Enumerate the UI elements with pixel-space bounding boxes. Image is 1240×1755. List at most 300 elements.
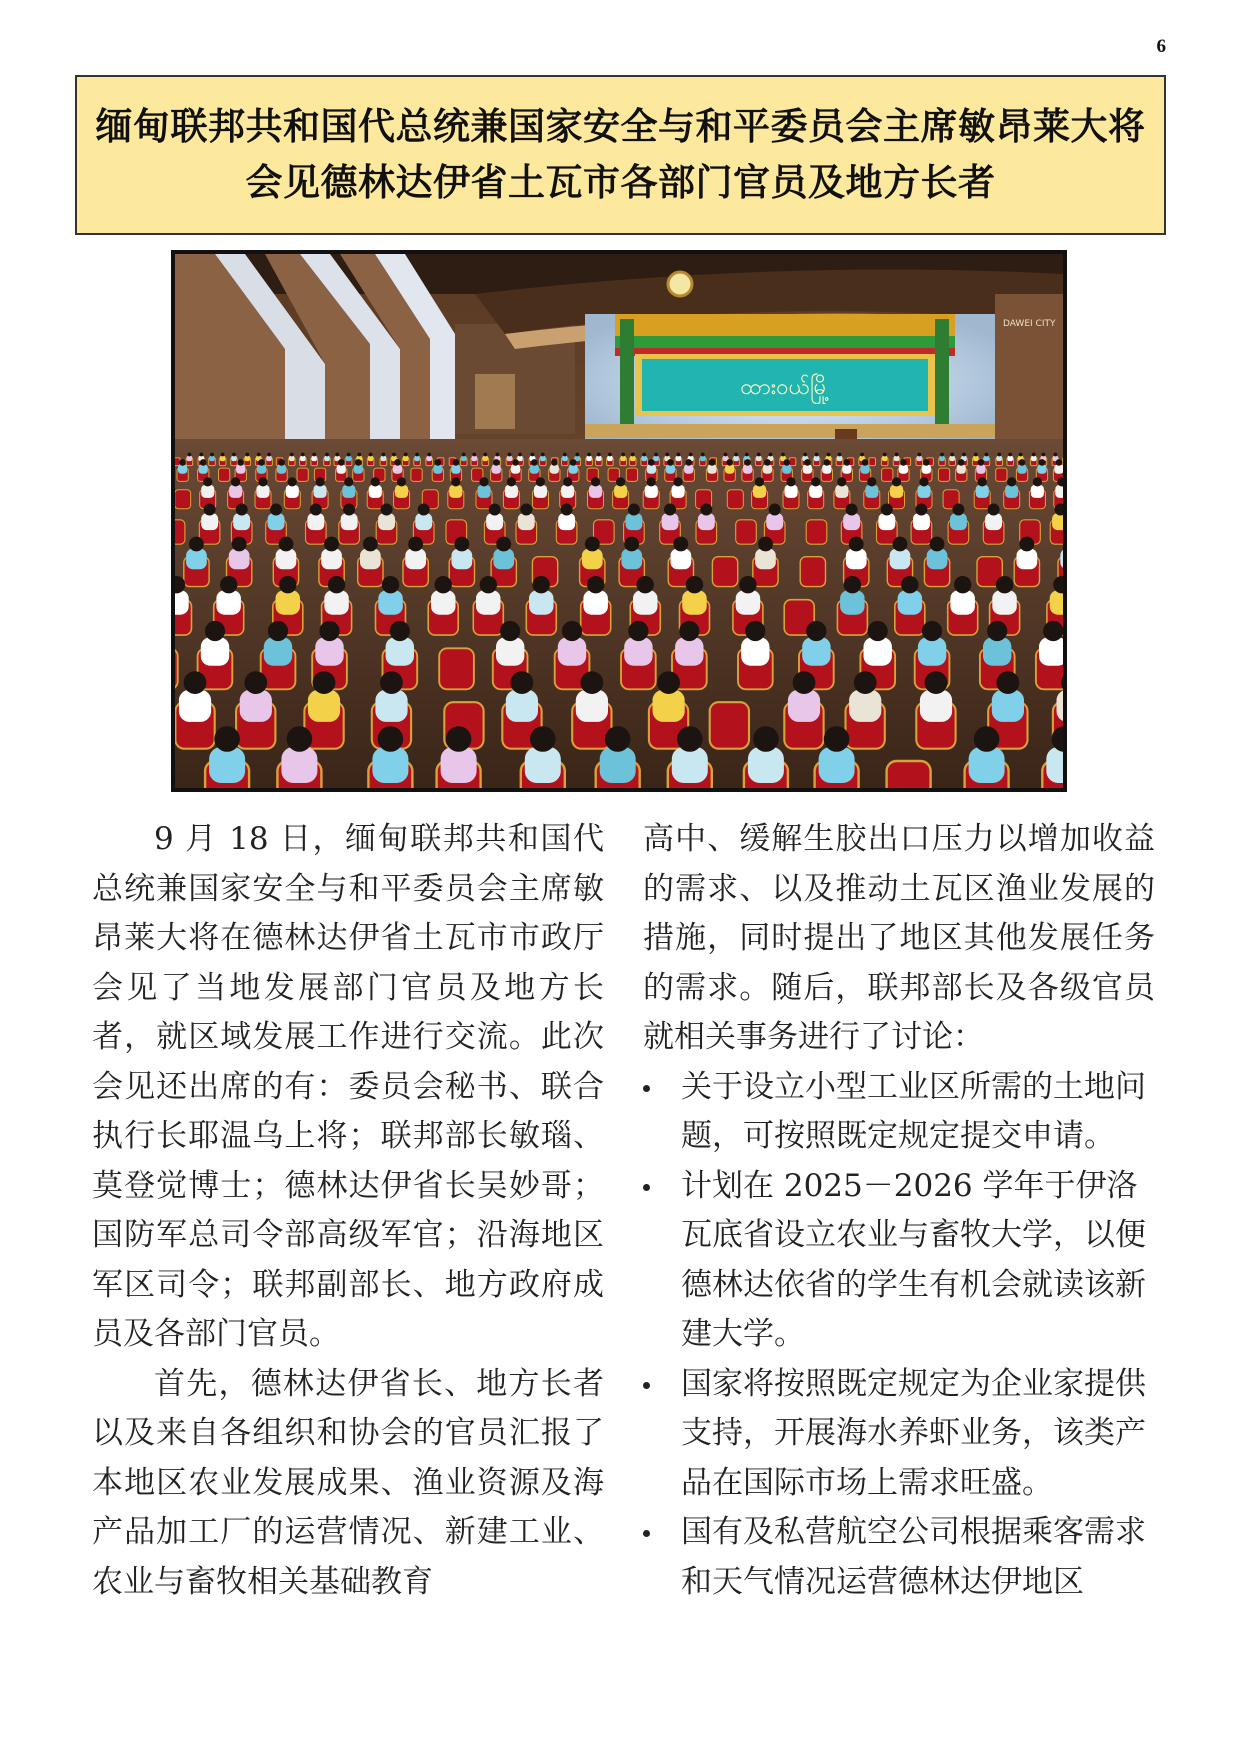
audience-chair	[800, 557, 825, 587]
audience-person-body	[483, 456, 488, 461]
audience-person-body	[743, 465, 752, 474]
audience-person-body	[672, 485, 685, 498]
audience-person-head	[1039, 459, 1046, 466]
audience-person-head	[585, 537, 600, 552]
audience-person-head	[290, 453, 294, 457]
audience-person-head	[347, 453, 351, 457]
audience-person-head	[815, 453, 819, 457]
audience-chair	[789, 458, 796, 466]
audience-person-body	[315, 637, 343, 665]
audience-person-head	[404, 453, 408, 457]
audience-person-head	[745, 621, 765, 641]
audience-person-head	[628, 621, 648, 641]
audience-person-head	[394, 459, 401, 466]
audience-person-body	[756, 456, 761, 461]
audience-person-body	[626, 513, 643, 530]
audience-person-head	[371, 477, 380, 486]
audience-person-head	[561, 504, 573, 516]
audience-person-head	[793, 671, 816, 694]
audience-person-body	[395, 485, 408, 498]
audience-person-head	[520, 504, 532, 516]
audience-person-body	[507, 456, 512, 461]
audience-person-head	[673, 537, 688, 552]
audience-person-body	[992, 690, 1024, 722]
audience-person-body	[354, 465, 363, 474]
audience-chair	[175, 458, 180, 466]
audience-person-head	[952, 504, 964, 516]
audience-person-head	[923, 459, 930, 466]
audience-person-head	[381, 504, 393, 516]
audience-person-head	[581, 671, 604, 694]
audience-person-body	[277, 465, 286, 474]
audience-person-body	[308, 690, 340, 722]
audience-person-head	[679, 621, 699, 641]
audience-person-head	[270, 504, 282, 516]
audience-person-body	[782, 465, 791, 474]
audience-person-body	[621, 456, 626, 461]
audience-person-head	[868, 621, 888, 641]
audience-person-head	[232, 453, 236, 457]
audience-person-body	[201, 513, 218, 530]
audience-person-head	[919, 477, 928, 486]
audience-person-head	[665, 453, 669, 457]
audience-chair	[736, 520, 757, 544]
audience-person-body	[586, 456, 591, 461]
audience-person-head	[288, 477, 297, 486]
audience-person-head	[369, 453, 373, 457]
audience-person-head	[199, 453, 203, 457]
audience-person-head	[570, 459, 577, 466]
audience-person-head	[806, 621, 826, 641]
audience-person-head	[881, 504, 893, 516]
audience-person-head	[608, 453, 612, 457]
audience-person-body	[199, 465, 208, 474]
headline-line-2: 会见德林达伊省土瓦市各部门官员及地方长者	[245, 161, 996, 204]
audience-person-body	[653, 456, 658, 461]
audience-person-head	[784, 459, 791, 466]
audience-person-body	[666, 465, 675, 474]
audience-person-head	[996, 576, 1013, 593]
audience-person-body	[496, 637, 524, 665]
audience-person-head	[378, 726, 404, 752]
audience-person-body	[337, 465, 346, 474]
audience-person-body	[589, 485, 602, 498]
audience-person-head	[917, 453, 921, 457]
audience-person-body	[596, 456, 601, 461]
audience-person-body	[766, 513, 783, 530]
audience-person-body	[346, 456, 351, 461]
audience-person-body	[997, 456, 1002, 461]
audience-person-body	[950, 590, 975, 615]
audience-person-body	[314, 485, 327, 498]
audience-person-head	[677, 453, 681, 457]
audience-person-head	[862, 459, 869, 466]
audience-person-body	[672, 747, 708, 783]
audience-person-body	[899, 465, 908, 474]
audience-person-body	[684, 465, 693, 474]
audience-person-body	[452, 549, 473, 570]
audience-person-body	[558, 637, 586, 665]
audience-person-body	[175, 590, 189, 615]
audience-person-body	[741, 637, 769, 665]
audience-person-head	[811, 477, 820, 486]
audience-person-head	[408, 537, 423, 552]
audience-person-body	[950, 456, 955, 461]
audience-person-body	[842, 465, 851, 474]
audience-person-head	[925, 671, 948, 694]
audience-person-body	[803, 465, 812, 474]
audience-person-body	[736, 590, 761, 615]
audience-person-body	[676, 456, 681, 461]
paragraph-2-start: 首先，德林达伊省长、地方长者以及来自各组织和协会的官员汇报了本地区农业发展成果、渔业资源及海产品加工厂的运营情况、新建工业、农业与畜牧相关基础教育	[92, 1365, 604, 1600]
audience-person-head	[363, 537, 378, 552]
audience-person-body	[312, 456, 317, 461]
audience-person-head	[597, 453, 601, 457]
audience-person-body	[266, 456, 271, 461]
audience-person-body	[276, 549, 297, 570]
audience-person-body	[236, 465, 245, 474]
audience-person-head	[915, 504, 927, 516]
audience-person-head	[954, 576, 971, 593]
headline-box	[75, 75, 1166, 235]
audience-person-head	[700, 504, 712, 516]
audience-person-body	[890, 549, 911, 570]
audience-person-body	[569, 465, 578, 474]
audience-person-head	[472, 453, 476, 457]
audience-person-head	[974, 726, 1000, 752]
audience-person-body	[846, 549, 867, 570]
article-column-left	[92, 815, 604, 1607]
audience-person-head	[518, 453, 522, 457]
audience-person-head	[533, 576, 550, 593]
audience-person-head	[496, 537, 511, 552]
audience-chair	[938, 468, 949, 481]
audience-chair	[175, 648, 178, 689]
audience-person-body	[220, 456, 225, 461]
audience-person-body	[1052, 513, 1063, 530]
stage-screen-text: ထားဝယ်မြို့	[740, 375, 830, 400]
audience-person-body	[216, 590, 241, 615]
discussion-point: 国有及私营航空公司根据乘客需求和天气情况运营德林达伊地区	[643, 1508, 1155, 1607]
audience-person-body	[865, 485, 878, 498]
audience-person-head	[279, 576, 296, 593]
audience-person-head	[846, 504, 858, 516]
audience-person-head	[392, 453, 396, 457]
audience-person-body	[415, 513, 432, 530]
audience-person-head	[232, 537, 247, 552]
audience-person-head	[587, 453, 591, 457]
audience-person-head	[997, 453, 1001, 457]
audience-person-head	[335, 453, 339, 457]
audience-person-head	[324, 537, 339, 552]
audience-person-head	[664, 504, 676, 516]
audience-person-head	[893, 537, 908, 552]
audience-person-head	[631, 453, 635, 457]
audience-person-body	[1050, 590, 1063, 615]
audience-person-head	[726, 459, 733, 466]
audience-person-head	[338, 459, 345, 466]
audience-person-body	[682, 590, 707, 615]
audience-person-body	[939, 456, 944, 461]
audience-person-body	[621, 549, 642, 570]
audience-person-body	[600, 747, 636, 783]
audience-person-head	[188, 453, 192, 457]
audience-person-head	[536, 477, 545, 486]
audience-person-head	[637, 576, 654, 593]
audience-person-body	[403, 456, 408, 461]
discussion-point: 国家将按照既定规定为企业家提供支持，开展海水养虾业务，该类产品在国际市场上需求旺盛。	[643, 1360, 1155, 1509]
audience-person-head	[511, 671, 534, 694]
audience-person-body	[268, 513, 285, 530]
audience-person-head	[642, 453, 646, 457]
audience-person-head	[451, 477, 460, 486]
discussion-point: 关于设立小型工业区所需的土地问题，可按照既定规定提交申请。	[643, 1063, 1155, 1162]
audience-person-body	[178, 465, 187, 474]
audience-person-head	[1042, 453, 1046, 457]
audience-person-body	[341, 513, 358, 530]
audience-person-body	[725, 465, 734, 474]
audience-person-body	[700, 456, 705, 461]
audience-person-body	[511, 465, 520, 474]
audience-person-head	[753, 726, 779, 752]
audience-person-body	[1017, 549, 1038, 570]
audience-person-head	[496, 453, 500, 457]
audience-chair	[869, 458, 876, 466]
audience-person-head	[616, 477, 625, 486]
audience-person-head	[686, 576, 703, 593]
audience-person-head	[551, 459, 558, 466]
audience-person-body	[653, 690, 685, 722]
audience-person-head	[824, 726, 850, 752]
audience-person-body	[1037, 465, 1046, 474]
audience-person-head	[591, 477, 600, 486]
audience-person-head	[204, 504, 216, 516]
audience-person-body	[849, 690, 881, 722]
audience-chair	[175, 490, 191, 509]
audience-person-head	[987, 621, 1007, 641]
audience-person-head	[245, 453, 249, 457]
audience-person-body	[1031, 485, 1044, 498]
audience-chair	[219, 468, 230, 481]
audience-person-body	[386, 637, 414, 665]
audience-person-body	[969, 747, 1005, 783]
audience-person-head	[541, 453, 545, 457]
audience-person-head	[325, 453, 329, 457]
audience-person-body	[307, 513, 324, 530]
audience-person-body	[451, 465, 460, 474]
audience-person-head	[1056, 459, 1063, 466]
audience-chair	[297, 468, 308, 481]
audience-person-head	[950, 453, 954, 457]
audience-person-body	[788, 690, 820, 722]
audience-person-head	[757, 453, 761, 457]
audience-person-body	[1046, 747, 1063, 783]
audience-person-body	[976, 485, 989, 498]
audience-person-body	[583, 590, 608, 615]
audience-person-head	[268, 621, 288, 641]
audience-person-head	[958, 459, 965, 466]
audience-person-head	[258, 477, 267, 486]
audience-person-head	[1019, 537, 1034, 552]
audience-chair	[411, 468, 422, 481]
audience-person-body	[187, 456, 192, 461]
audience-person-head	[1054, 453, 1058, 457]
audience-person-body	[1054, 465, 1063, 474]
audience-person-head	[745, 453, 749, 457]
audience-person-body	[624, 637, 652, 665]
audience-person-head	[628, 504, 640, 516]
audience-person-body	[506, 690, 538, 722]
audience-person-body	[281, 747, 317, 783]
audience-person-head	[446, 726, 472, 752]
audience-person-head	[575, 453, 579, 457]
audience-person-head	[427, 453, 431, 457]
audience-person-body	[381, 456, 386, 461]
audience-person-body	[561, 485, 574, 498]
discussion-point: 计划在 2025－2026 学年于伊洛瓦底省设立农业与畜牧大学，以便德林达依省的学生有机会就读该新建大学。	[643, 1162, 1155, 1360]
audience-person-head	[744, 459, 751, 466]
audience-person-body	[201, 637, 229, 665]
audience-person-body	[245, 456, 250, 461]
audience-person-body	[186, 549, 207, 570]
audience-person-body	[476, 590, 501, 615]
audience-person-head	[184, 671, 207, 694]
audience-person-head	[758, 537, 773, 552]
audience-person-head	[531, 459, 538, 466]
audience-person-head	[883, 453, 887, 457]
audience-person-body	[461, 456, 466, 461]
paragraph-1-lead: 9 月 18 日，缅甸联邦共和国代总统兼国家安全与和平委员会主席敏昂莱大将在德林达伊省土瓦市市政厅会见了当地发展部门官员及地方长者，就区域发展工作进行交流。此次会见还出席的有：委员会秘书、联合执行长耶温乌上将；联邦部长敏瑙、莫登觉博士；德林达伊省长吴妙哥；国防军总司令部高级军官；沿海地区军区司令；联邦副部长、地方政府成员及各部门官员。	[92, 821, 604, 1352]
audience-person-head	[940, 453, 944, 457]
audience-person-body	[433, 465, 442, 474]
audience-person-head	[701, 453, 705, 457]
audience-person-body	[393, 465, 402, 474]
audience-person-head	[803, 453, 807, 457]
audience-chair	[882, 468, 893, 481]
audience-person-head	[769, 504, 781, 516]
audience-person-body	[927, 549, 948, 570]
audience-person-head	[978, 477, 987, 486]
audience-person-head	[189, 537, 204, 552]
audience-person-head	[844, 576, 861, 593]
audience-person-head	[667, 459, 674, 466]
audience-person-body	[814, 456, 819, 461]
audience-person-head	[343, 504, 355, 516]
audience-person-head	[962, 453, 966, 457]
audience-person-head	[624, 537, 639, 552]
audience-person-body	[984, 456, 989, 461]
audience-person-head	[892, 477, 901, 486]
audience-person-body	[289, 456, 294, 461]
audience-person-head	[587, 576, 604, 593]
audience-person-head	[328, 576, 345, 593]
audience-person-body	[753, 485, 766, 498]
audience-person-head	[313, 671, 336, 694]
audience-chair	[887, 761, 931, 788]
audience-person-body	[983, 637, 1011, 665]
audience-person-body	[233, 513, 250, 530]
audience-person-body	[917, 456, 922, 461]
audience-person-head	[179, 459, 186, 466]
audience-person-head	[257, 453, 261, 457]
audience-person-head	[357, 453, 361, 457]
audience-person-body	[698, 513, 715, 530]
audience-person-body	[286, 485, 299, 498]
discussion-points-list	[643, 1063, 1155, 1608]
audience-person-head	[203, 477, 212, 486]
audience-chair	[626, 468, 637, 481]
audience-person-body	[525, 747, 561, 783]
audience-person-head	[231, 477, 240, 486]
audience-person-head	[480, 576, 497, 593]
audience-person-body	[864, 637, 892, 665]
audience-person-head	[734, 453, 738, 457]
audience-person-body	[427, 456, 432, 461]
audience-person-body	[276, 590, 301, 615]
audience-person-body	[369, 485, 382, 498]
audience-person-body	[321, 549, 342, 570]
audience-person-body	[324, 456, 329, 461]
audience-person-head	[319, 621, 339, 641]
news-photo	[171, 250, 1067, 792]
audience-person-body	[918, 637, 946, 665]
audience-person-body	[647, 465, 656, 474]
audience-person-head	[508, 453, 512, 457]
audience-person-head	[647, 477, 656, 486]
audience-person-head	[764, 459, 771, 466]
audience-person-head	[1007, 477, 1016, 486]
audience-person-body	[675, 637, 703, 665]
audience-person-body	[431, 590, 456, 615]
headline-line-1: 缅甸联邦共和国代总统兼国家安全与和平委员会主席敏昂莱大将	[95, 105, 1146, 148]
audience-person-head	[860, 453, 864, 457]
audience-person-body	[785, 485, 798, 498]
audience-person-body	[835, 485, 848, 498]
audience-person-head	[827, 453, 831, 457]
audience-person-body	[1017, 465, 1026, 474]
audience-person-head	[312, 453, 316, 457]
audience-person-head	[462, 453, 466, 457]
audience-person-body	[201, 485, 214, 498]
audience-person-body	[478, 485, 491, 498]
audience-person-head	[310, 504, 322, 516]
audience-person-head	[344, 477, 353, 486]
audience-person-body	[231, 456, 236, 461]
audience-person-body	[209, 456, 214, 461]
audience-person-head	[454, 537, 469, 552]
audience-person-head	[1008, 453, 1012, 457]
audience-person-head	[1019, 459, 1026, 466]
audience-person-body	[441, 747, 477, 783]
audience-person-body	[540, 456, 545, 461]
audience-person-body	[973, 456, 978, 461]
audience-person-head	[1032, 453, 1036, 457]
audience-person-body	[360, 549, 381, 570]
audience-person-body	[894, 456, 899, 461]
audience-person-body	[822, 465, 831, 474]
audience-person-head	[844, 459, 851, 466]
audience-person-head	[531, 453, 535, 457]
audience-person-body	[630, 456, 635, 461]
audience-person-body	[300, 456, 305, 461]
audience-person-body	[562, 456, 567, 461]
audience-person-body	[1031, 456, 1036, 461]
audience-person-head	[244, 671, 267, 694]
audience-person-head	[279, 537, 294, 552]
audience-person-head	[685, 459, 692, 466]
audience-person-body	[240, 690, 272, 722]
audience-person-head	[709, 459, 716, 466]
